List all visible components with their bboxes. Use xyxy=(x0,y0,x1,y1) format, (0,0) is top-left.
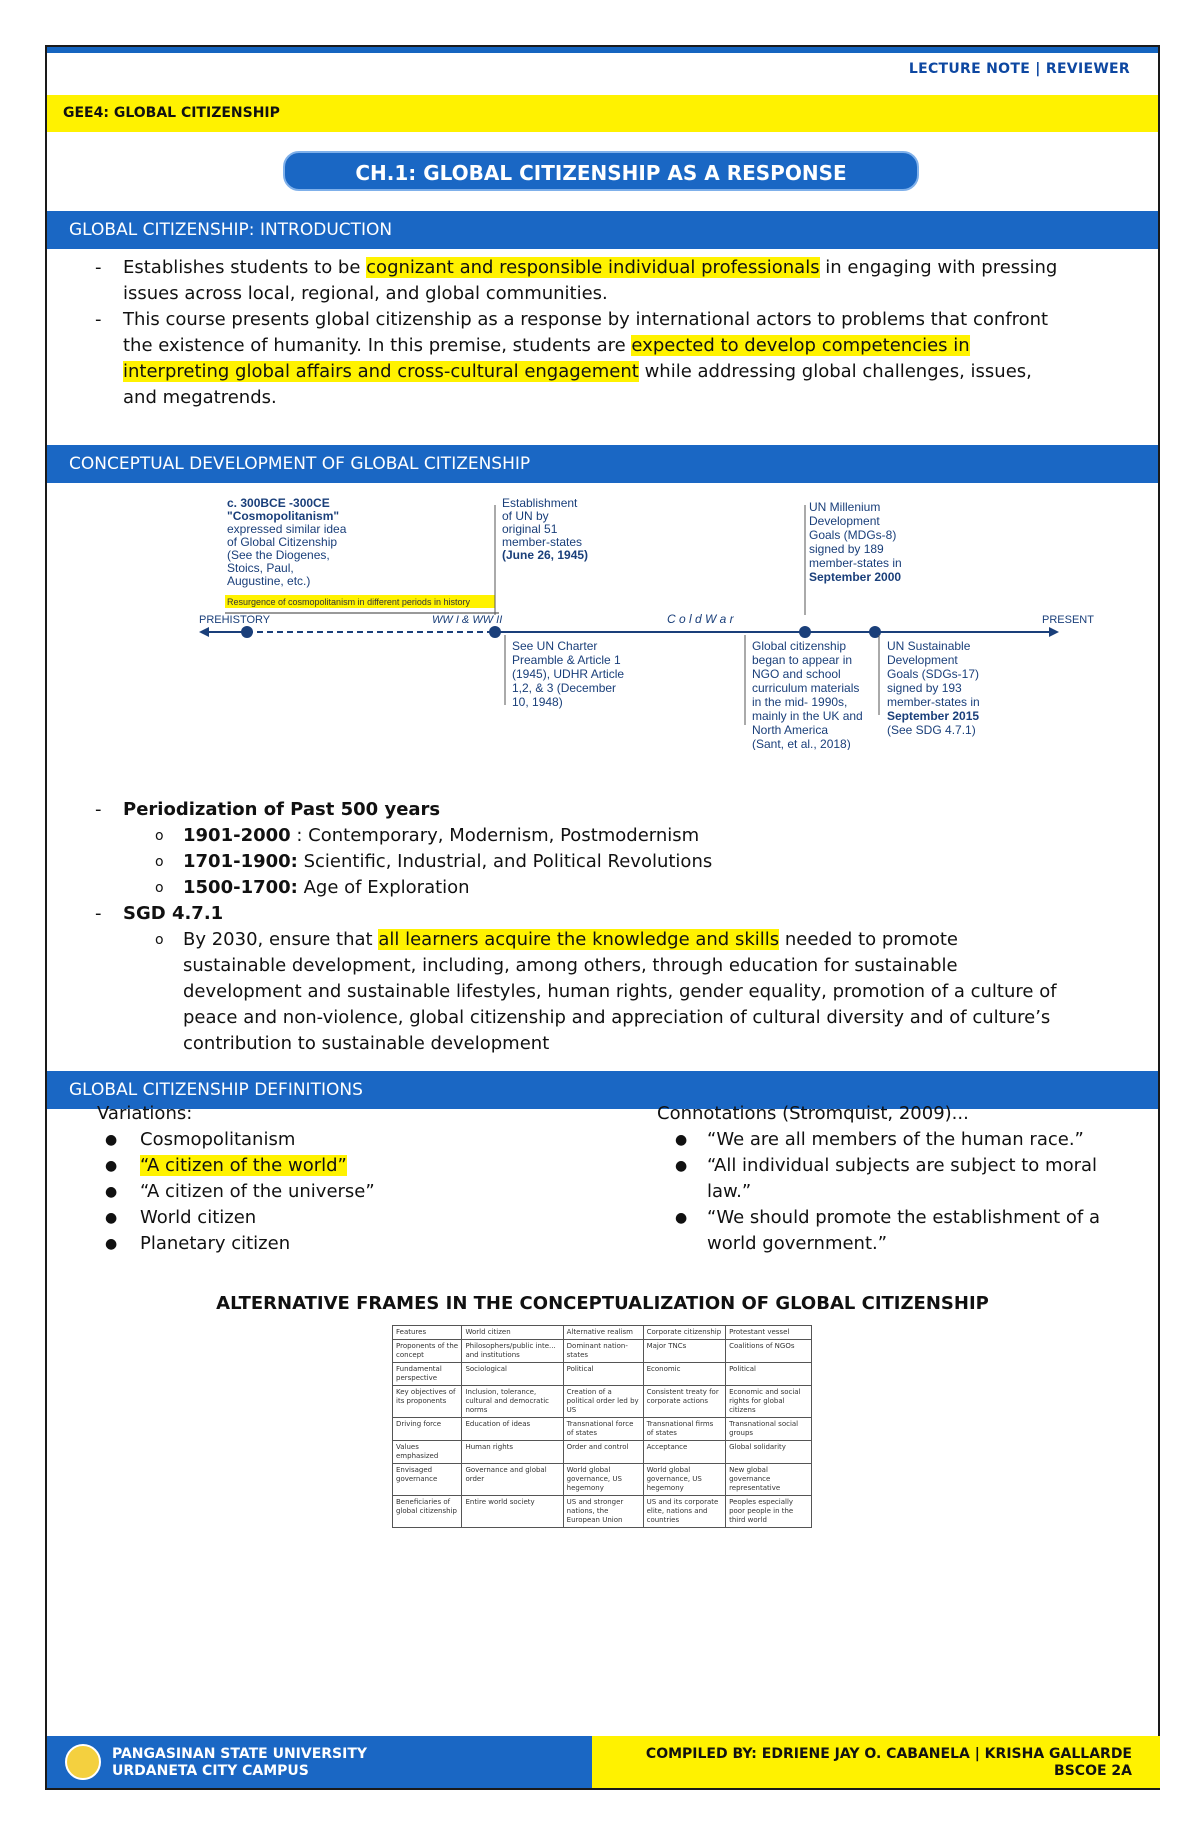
document-page xyxy=(45,45,1160,1790)
resurgence-note: Resurgence of cosmopolitanism in different periods in history xyxy=(227,597,470,607)
callout-un-establishment: Establishment of UN by original 51 member-states (June 26, 1945) xyxy=(502,496,589,562)
table-cell: Values emphasized xyxy=(393,1441,462,1464)
dash-bullet: - xyxy=(95,309,102,330)
prehistory-label: PREHISTORY xyxy=(199,614,271,626)
sdg-title: SGD 4.7.1 xyxy=(123,903,224,924)
timeline-arrow-left xyxy=(199,627,209,637)
connotation-item: law.” xyxy=(707,1181,752,1202)
table-row xyxy=(393,1363,812,1386)
table-cell: Dominant nation-states xyxy=(563,1340,643,1363)
variation-item: Cosmopolitanism xyxy=(140,1129,296,1150)
world-wars-label: WW I & WW II xyxy=(432,614,503,626)
circle-bullet: o xyxy=(155,854,164,870)
table-row xyxy=(393,1464,812,1496)
dot-bullet: ● xyxy=(675,1158,688,1174)
connotation-item: “All individual subjects are subject to moral xyxy=(707,1155,1098,1176)
intro-paragraph-2: This course presents global citizenship as a response by international actors to problems that confront the existence of humanity. In this premise, students are expected to develop competencies in interpreting global affairs and cross-cultural engagement while addressing global challenges, issues, and megatrends. xyxy=(123,309,1049,408)
table-cell: Transnational force of states xyxy=(563,1418,643,1441)
callout-cosmopolitanism: c. 300BCE -300CE "Cosmopolitanism" expressed similar idea of Global Citizenship (See the Diogenes, Stoics, Paul, Augustine, etc.) xyxy=(227,496,347,588)
table-cell: Corporate citizenship xyxy=(643,1326,725,1340)
connotations-label: Connotations (Stromquist, 2009)... xyxy=(657,1103,969,1124)
circle-bullet: o xyxy=(155,828,164,844)
footer-university xyxy=(112,1746,367,1780)
table-cell: US and its corporate elite, nations and countries xyxy=(643,1496,725,1528)
dot-bullet: ● xyxy=(675,1132,688,1148)
periodization-title: Periodization of Past 500 years xyxy=(123,799,441,820)
class-section: BSCOE 2A xyxy=(1054,1763,1132,1779)
table-cell: Features xyxy=(393,1326,462,1340)
chapter-title: CH.1: GLOBAL CITIZENSHIP AS A RESPONSE xyxy=(283,151,919,191)
table-cell: Proponents of the concept xyxy=(393,1340,462,1363)
present-label: PRESENT xyxy=(1042,614,1094,626)
dash-bullet: - xyxy=(95,903,102,924)
compiled-by: COMPILED BY: EDRIENE JAY O. CABANELA | KRISHA GALLARDE xyxy=(645,1746,1132,1762)
table-cell: Inclusion, tolerance, cultural and democratic norms xyxy=(462,1386,563,1418)
section-intro-header: GLOBAL CITIZENSHIP: INTRODUCTION xyxy=(47,211,1158,249)
table-cell: Consistent treaty for corporate actions xyxy=(643,1386,725,1418)
table-cell: Sociological xyxy=(462,1363,563,1386)
course-title: GEE4: GLOBAL CITIZENSHIP xyxy=(63,105,280,121)
table-cell: New global governance representative xyxy=(726,1464,812,1496)
table-cell: Political xyxy=(726,1363,812,1386)
callout-curriculum: Global citizenship began to appear in NGO and school curriculum materials in the mid- 1990s, mainly in the UK and North America (Sant, et al., 2018) xyxy=(752,639,863,750)
footer-compiled xyxy=(646,1746,1132,1780)
table-cell: Transnational firms of states xyxy=(643,1418,725,1441)
table-cell: Education of ideas xyxy=(462,1418,563,1441)
table-row xyxy=(393,1326,812,1340)
table-row xyxy=(393,1418,812,1441)
table-cell: Human rights xyxy=(462,1441,563,1464)
table-cell: Order and control xyxy=(563,1441,643,1464)
period-item: 1500-1700: Age of Exploration xyxy=(183,877,470,898)
dot-bullet: ● xyxy=(675,1210,688,1226)
dot-bullet: ● xyxy=(105,1158,118,1174)
variation-item: “A citizen of the world” xyxy=(140,1155,347,1176)
connotation-item: “We should promote the establishment of a xyxy=(707,1207,1100,1228)
timeline-point-cosmopolitanism xyxy=(241,626,253,638)
sdg-text: By 2030, ensure that all learners acquire the knowledge and skills needed to promote sustainable development, including, among others, through education for sustainable development and sustainable lifestyles, human rights, gender equality, promotion of a culture of peace and non-violence, global citizenship and appreciation of cultural diversity and of culture’s contribution to sustainable development xyxy=(183,929,1057,1054)
connotation-item: “We are all members of the human race.” xyxy=(707,1129,1084,1150)
top-accent-line xyxy=(47,47,1158,53)
circle-bullet: o xyxy=(155,932,164,948)
timeline-point-mdgs xyxy=(799,626,811,638)
citizenship-timeline xyxy=(147,495,1107,750)
table-cell: World global governance, US hegemony xyxy=(563,1464,643,1496)
table-row xyxy=(393,1496,812,1528)
university-seal-icon xyxy=(65,1744,101,1780)
cold-war-label: C o l d W a r xyxy=(667,612,734,626)
variation-item: World citizen xyxy=(140,1207,257,1228)
table-cell: Governance and global order xyxy=(462,1464,563,1496)
table-cell: Envisaged governance xyxy=(393,1464,462,1496)
callout-un-charter: See UN Charter Preamble & Article 1 (1945), UDHR Article 1,2, & 3 (December 10, 1948) xyxy=(512,639,625,709)
table-cell: Transnational social groups xyxy=(726,1418,812,1441)
period-item: 1901-2000 : Contemporary, Modernism, Postmodernism xyxy=(183,825,700,846)
dot-bullet: ● xyxy=(105,1236,118,1252)
dot-bullet: ● xyxy=(105,1184,118,1200)
table-row xyxy=(393,1386,812,1418)
section-definitions-header: GLOBAL CITIZENSHIP DEFINITIONS xyxy=(47,1071,1158,1109)
connotation-item: world government.” xyxy=(707,1233,888,1254)
intro-paragraph-1: Establishes students to be cognizant and responsible individual professionals in engaging with pressing issues across local, regional, and global communities. xyxy=(123,257,1058,304)
period-item: 1701-1900: Scientific, Industrial, and Political Revolutions xyxy=(183,851,713,872)
table-cell: Economic and social rights for global citizens xyxy=(726,1386,812,1418)
table-cell: Driving force xyxy=(393,1418,462,1441)
table-cell: Key objectives of its proponents xyxy=(393,1386,462,1418)
dot-bullet: ● xyxy=(105,1210,118,1226)
callout-sdgs: UN Sustainable Development Goals (SDGs-17) signed by 193 member-states in September 2015 (See SDG 4.7.1) xyxy=(887,639,980,737)
timeline-arrow-right xyxy=(1049,627,1059,637)
table-cell: Major TNCs xyxy=(643,1340,725,1363)
table-cell: Coalitions of NGOs xyxy=(726,1340,812,1363)
table-cell: Peoples especially poor people in the third world xyxy=(726,1496,812,1528)
table-cell: Alternative realism xyxy=(563,1326,643,1340)
frames-table xyxy=(392,1325,812,1528)
table-row xyxy=(393,1340,812,1363)
table-cell: Beneficiaries of global citizenship xyxy=(393,1496,462,1528)
table-cell: Creation of a political order led by US xyxy=(563,1386,643,1418)
table-cell: World citizen xyxy=(462,1326,563,1340)
table-cell: Global solidarity xyxy=(726,1441,812,1464)
table-cell: Protestant vessel xyxy=(726,1326,812,1340)
page-footer xyxy=(47,1736,1158,1788)
timeline-point-un xyxy=(489,626,501,638)
frames-title: ALTERNATIVE FRAMES IN THE CONCEPTUALIZATION OF GLOBAL CITIZENSHIP xyxy=(216,1293,989,1314)
campus-name: URDANETA CITY CAMPUS xyxy=(112,1763,309,1779)
table-cell: Fundamental perspective xyxy=(393,1363,462,1386)
table-cell: Philosophers/public inte... and institutions xyxy=(462,1340,563,1363)
lecture-note-label: LECTURE NOTE | REVIEWER xyxy=(908,61,1130,77)
callout-mdgs: UN Millenium Development Goals (MDGs-8) signed by 189 member-states in September 2000 xyxy=(809,500,902,584)
dash-bullet: - xyxy=(95,257,102,278)
dot-bullet: ● xyxy=(105,1132,118,1148)
circle-bullet: o xyxy=(155,880,164,896)
university-name: PANGASINAN STATE UNIVERSITY xyxy=(112,1746,368,1762)
table-cell: US and stronger nations, the European Union xyxy=(563,1496,643,1528)
dash-bullet: - xyxy=(95,799,102,820)
table-cell: Political xyxy=(563,1363,643,1386)
variations-label: Variations: xyxy=(97,1103,193,1124)
variation-item: Planetary citizen xyxy=(140,1233,291,1254)
table-row xyxy=(393,1441,812,1464)
variation-item: “A citizen of the universe” xyxy=(140,1181,375,1202)
table-cell: Entire world society xyxy=(462,1496,563,1528)
table-cell: Economic xyxy=(643,1363,725,1386)
table-cell: World global governance, US hegemony xyxy=(643,1464,725,1496)
section-concept-header: CONCEPTUAL DEVELOPMENT OF GLOBAL CITIZENSHIP xyxy=(47,445,1158,483)
table-cell: Acceptance xyxy=(643,1441,725,1464)
